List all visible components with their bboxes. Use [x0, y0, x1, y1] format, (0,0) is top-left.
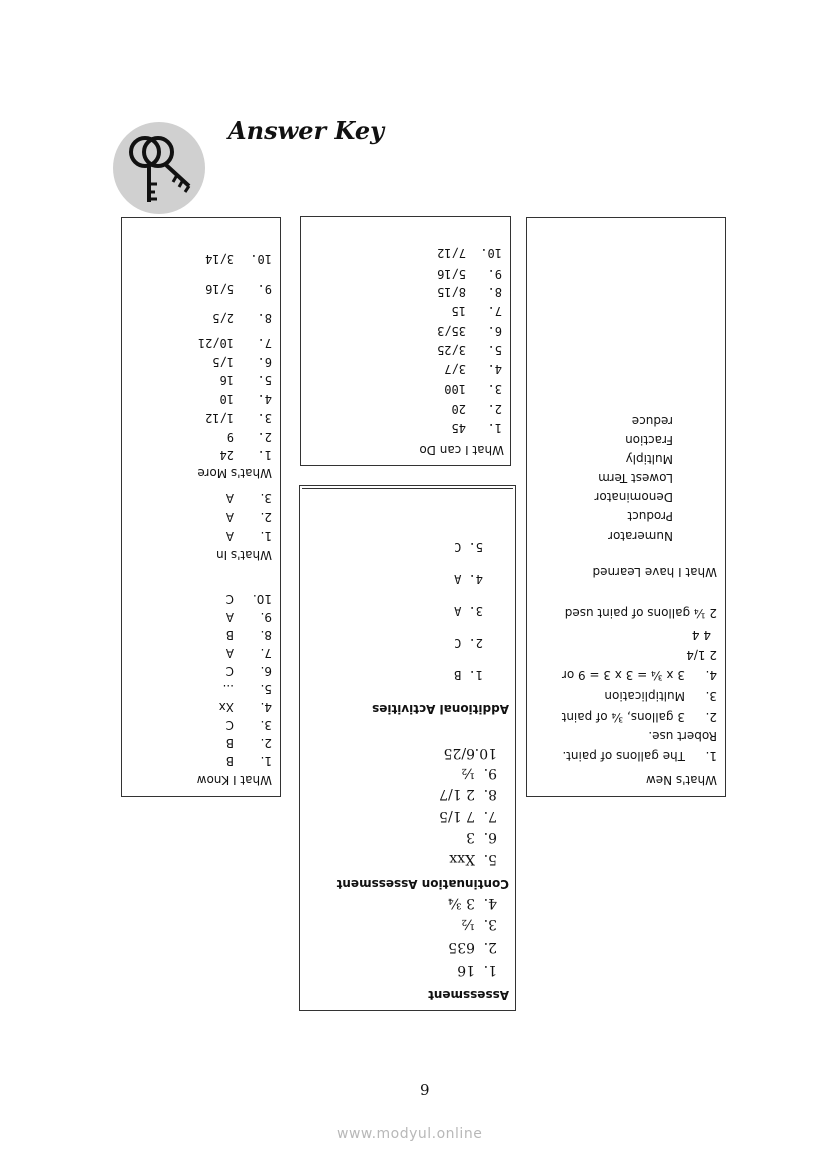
item-answer: 8/15 — [437, 285, 466, 299]
list-item — [439, 809, 497, 823]
section-heading-whats-in — [216, 548, 272, 562]
item-answer: 635 — [448, 939, 475, 955]
item-answer: B — [225, 736, 234, 750]
list-item — [562, 749, 717, 763]
item-answer: 5/16 — [437, 267, 466, 281]
keys-logo-icon — [113, 122, 205, 214]
item-number: 8. — [260, 628, 272, 642]
item-answer: 3/7 — [444, 362, 466, 376]
list-item — [454, 540, 483, 554]
heading-text: Additional Activities — [372, 702, 509, 716]
item-answer: 3 x ¾ = 3 x 3 = 9 or — [561, 668, 685, 682]
item-answer: The gallons of paint. — [562, 749, 685, 763]
item-number: 2. — [260, 510, 272, 524]
list-item — [452, 402, 502, 416]
item-number: 9. — [260, 610, 272, 624]
list-item — [454, 636, 483, 650]
item-number: 1. — [487, 421, 502, 435]
item-answer: ... — [222, 682, 234, 696]
item-answer: A — [225, 610, 234, 624]
item-answer: A — [225, 529, 234, 543]
list-item — [598, 471, 673, 485]
list-item — [212, 355, 272, 369]
answer-box-left — [121, 217, 281, 797]
answer-box-assessment — [299, 485, 516, 1011]
list-item — [594, 490, 673, 504]
item-answer: 2 1/7 — [439, 786, 475, 802]
item-number: 1. — [260, 529, 272, 543]
item-number: 10. — [480, 246, 502, 260]
item-answer: ½ — [461, 916, 475, 932]
item-answer: Product — [627, 509, 673, 523]
item-answer: 35/3 — [437, 324, 466, 338]
item-number: 1. — [257, 448, 272, 462]
list-item — [227, 430, 272, 444]
item-number: 7. — [257, 336, 272, 350]
list-item — [437, 285, 502, 299]
list-item — [444, 362, 502, 376]
item-answer: Fraction — [625, 433, 673, 447]
item-answer: 1. B — [454, 668, 483, 682]
item-answer: Multiplication — [604, 689, 685, 703]
list-item — [461, 766, 497, 780]
list-item — [452, 421, 502, 435]
item-number: 7. — [487, 304, 502, 318]
item-number: 3. — [260, 718, 272, 732]
heading-text: Continuation Assessment — [336, 877, 509, 891]
item-answer: 16 — [457, 962, 475, 978]
item-answer: reduce — [631, 414, 673, 428]
item-number: 6. — [257, 355, 272, 369]
page-number: 9 — [420, 1081, 430, 1099]
item-answer: 4. A — [454, 572, 483, 586]
item-answer: C — [225, 592, 234, 606]
list-item — [212, 311, 272, 325]
item-answer: 20 — [451, 402, 466, 416]
item-number: 3. — [260, 491, 272, 505]
list-item — [226, 628, 272, 642]
item-answer: B — [225, 628, 234, 642]
list-item — [220, 373, 272, 387]
item-number: 9. — [487, 267, 502, 281]
list-item — [437, 343, 502, 357]
list-item — [226, 754, 272, 768]
item-answer: B — [225, 754, 234, 768]
list-item — [608, 529, 673, 543]
item-number: 7. — [483, 808, 497, 824]
list-item — [562, 668, 717, 682]
item-number: 2. — [487, 402, 502, 416]
item-answer: Robert use. — [648, 729, 717, 743]
list-item — [448, 940, 497, 954]
item-answer: 1/12 — [205, 411, 234, 425]
item-number: 1. — [483, 962, 497, 978]
list-item — [219, 700, 272, 714]
item-answer: 100 — [444, 382, 466, 396]
item-number: 9. — [257, 282, 272, 296]
list-item — [205, 282, 272, 296]
list-item — [454, 668, 483, 682]
item-answer: 2 1/4 — [686, 648, 717, 662]
item-answer: 2/5 — [212, 311, 234, 325]
item-number: 3. — [487, 382, 502, 396]
item-answer: Denominator — [594, 490, 673, 504]
list-item — [454, 572, 483, 586]
list-item — [226, 510, 272, 524]
item-answer: 45 — [451, 421, 466, 435]
item-answer: 7/12 — [437, 246, 466, 260]
item-answer: 2 ¼ gallons of paint used — [564, 606, 717, 620]
heading-text: What's More — [197, 466, 272, 480]
item-answer: 7 1/5 — [439, 808, 475, 824]
section-heading-what-i-can-do — [419, 443, 504, 457]
list-item — [632, 414, 673, 428]
answer-box-right — [526, 217, 726, 797]
list-item — [220, 448, 272, 462]
list-item — [444, 382, 502, 396]
item-number: 3. — [483, 916, 497, 932]
item-number: 1. — [705, 749, 717, 763]
item-answer: 3 gallons, ¾ of paint — [561, 710, 685, 724]
list-item — [226, 610, 272, 624]
item-answer: Multiply — [625, 452, 673, 466]
item-number: 5. — [260, 682, 272, 696]
item-answer: 6/25 — [443, 745, 475, 761]
list-item — [448, 896, 497, 910]
item-answer: 2. C — [454, 636, 483, 650]
item-number: 5. — [257, 373, 272, 387]
list-item — [226, 529, 272, 543]
list-item — [226, 736, 272, 750]
item-answer: Xxx — [449, 851, 475, 867]
item-answer: A — [225, 491, 234, 505]
list-item — [648, 729, 717, 743]
item-answer: 3 ¾ — [448, 895, 475, 911]
list-item — [562, 710, 717, 724]
item-number: 2. — [257, 430, 272, 444]
list-item — [205, 252, 272, 266]
section-heading-continuation — [337, 877, 509, 891]
item-number: 9. — [483, 765, 497, 781]
list-item — [226, 592, 272, 606]
item-number: 6. — [487, 324, 502, 338]
heading-text: What's New — [645, 773, 717, 787]
item-answer: Lowest Term — [598, 471, 673, 485]
list-item — [226, 718, 272, 732]
page-title: Answer Key — [228, 116, 385, 145]
item-number: 8. — [257, 311, 272, 325]
section-heading-whats-more — [197, 466, 272, 480]
section-heading-what-i-know — [197, 773, 272, 787]
item-number: 3. — [257, 411, 272, 425]
item-answer: A — [225, 646, 234, 660]
item-number: 7. — [260, 646, 272, 660]
item-answer: 3. A — [454, 604, 483, 618]
list-item — [226, 646, 272, 660]
item-number: 4. — [705, 668, 717, 682]
item-number: 10. — [250, 252, 272, 266]
item-number: 4. — [483, 895, 497, 911]
item-answer: 5/16 — [205, 282, 234, 296]
item-number: 10. — [252, 592, 272, 606]
item-answer: 1/5 — [212, 355, 234, 369]
heading-text: What I Know — [196, 773, 272, 787]
list-item — [437, 324, 502, 338]
item-answer: Xx — [218, 700, 234, 714]
item-number: 5. — [483, 851, 497, 867]
list-item — [205, 411, 272, 425]
item-answer: C — [225, 664, 234, 678]
list-item — [627, 509, 673, 523]
list-item — [198, 336, 272, 350]
list-item — [625, 433, 673, 447]
item-answer: 10 — [219, 392, 234, 406]
watermark: www.modyul.online — [337, 1126, 483, 1142]
heading-text: What I have Learned — [592, 565, 717, 579]
list-item — [626, 452, 673, 466]
heading-text: What's In — [215, 548, 272, 562]
list-item — [439, 787, 497, 801]
item-number: 8. — [487, 285, 502, 299]
list-item — [444, 746, 497, 760]
item-answer: 3/25 — [437, 343, 466, 357]
item-answer: C — [225, 718, 234, 732]
list-item — [466, 830, 497, 844]
list-item — [604, 689, 717, 703]
item-answer: 24 — [219, 448, 234, 462]
list-item — [437, 246, 502, 260]
item-number: 2. — [705, 710, 717, 724]
section-heading-whats-new — [646, 773, 717, 787]
item-number: 10. — [474, 745, 497, 761]
item-answer: 4 4 — [691, 628, 711, 642]
list-item — [692, 628, 711, 642]
item-answer: Numerator — [608, 529, 673, 543]
list-item — [565, 606, 717, 620]
heading-text: What I can Do — [419, 443, 504, 457]
heading-text: Assessment — [428, 988, 509, 1002]
list-item — [686, 648, 717, 662]
list-item — [452, 304, 502, 318]
list-item — [454, 604, 483, 618]
item-answer: 9 — [226, 430, 234, 444]
item-number: 8. — [483, 786, 497, 802]
item-number: 6. — [260, 664, 272, 678]
item-answer: 16 — [219, 373, 234, 387]
item-answer: 3 — [466, 829, 475, 845]
item-answer: A — [225, 510, 234, 524]
list-item — [457, 963, 497, 977]
item-number: 1. — [260, 754, 272, 768]
list-item — [437, 267, 502, 281]
item-number: 6. — [483, 829, 497, 845]
list-item — [449, 852, 497, 866]
list-item — [223, 682, 272, 696]
answer-box-what-i-can-do — [300, 216, 511, 466]
item-answer: 15 — [451, 304, 466, 318]
item-answer: 5. C — [454, 540, 483, 554]
item-number: 4. — [260, 700, 272, 714]
item-number: 3. — [705, 689, 717, 703]
item-answer: 3/14 — [205, 252, 234, 266]
item-answer: ½ — [461, 765, 475, 781]
section-heading-additional — [372, 702, 509, 716]
section-heading-assessment — [428, 988, 509, 1002]
item-number: 2. — [483, 939, 497, 955]
item-number: 4. — [257, 392, 272, 406]
item-number: 2. — [260, 736, 272, 750]
section-heading-what-i-have-learned — [593, 565, 718, 579]
list-item — [461, 917, 497, 931]
item-number: 4. — [487, 362, 502, 376]
list-item — [226, 664, 272, 678]
item-answer: 10/21 — [197, 336, 234, 350]
list-item — [226, 491, 272, 505]
item-number: 5. — [487, 343, 502, 357]
list-item — [220, 392, 272, 406]
